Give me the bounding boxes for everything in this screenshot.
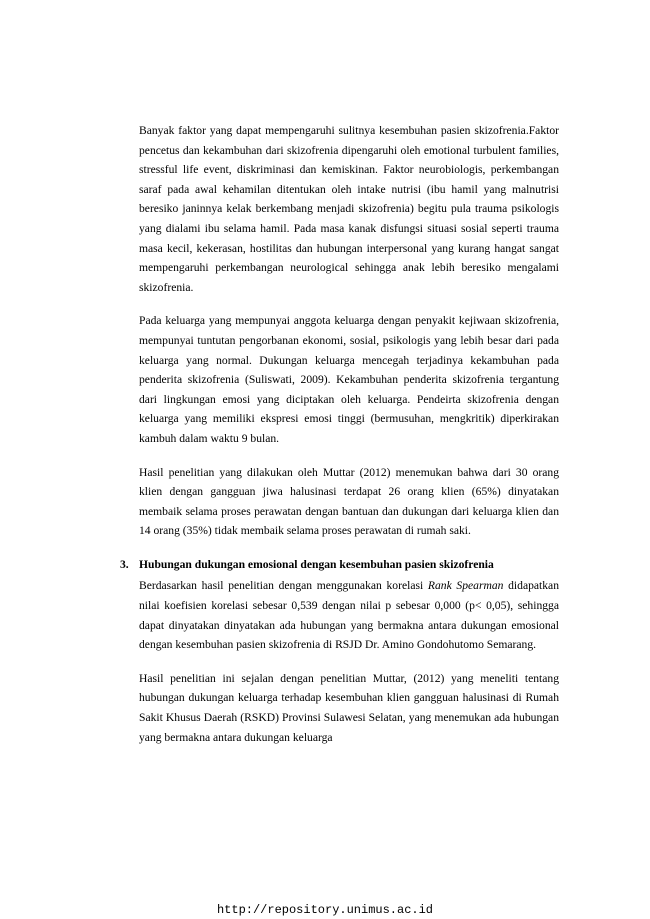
section-number: 3. bbox=[120, 557, 129, 571]
section-title: Hubungan dukungan emosional dengan kesembuhan pasien skizofrenia bbox=[139, 557, 494, 571]
italic-term: Rank Spearman bbox=[427, 579, 504, 593]
paragraph-consistent-research: Hasil penelitian ini sejalan dengan penelitian Muttar, (2012) yang meneliti tentang hubungan dukungan keluarga terhadap kesembuhan klien gangguan halusinasi di Rumah Sakit Khusus Daerah (RSKD) Provinsi Sulawesi Selatan, yang menemukan ada hubungan yang bermakna antara dukungan keluarga bbox=[139, 671, 559, 744]
paragraph-family-burden: Pada keluarga yang mempunyai anggota keluarga dengan penyakit kejiwaan skizofrenia, mempunyai tuntutan pengorbanan ekonomi, sosial, psikologis yang lebih besar dari pada keluarga yang normal. Dukungan keluarga mencegah terjadinya kekambuhan pada penderita skizofrenia (Suliswati, 2009). Kekambuhan penderita skizofrenia tergantung dari lingkungan emosi yang diciptakan oleh keluarga. Pendeirta skizofrenia dengan keluarga yang memiliki ekspresi emosi tinggi (bermusuhan, mengkritik) diperkirakan kambuh dalam waktu 9 bulan. bbox=[139, 314, 559, 445]
footer-url[interactable]: http://repository.unimus.ac.id bbox=[216, 903, 434, 917]
paragraph-risk-factors: Banyak faktor yang dapat mempengaruhi sulitnya kesembuhan pasien skizofrenia.Faktor pencetus dan kekambuhan dari skizofrenia dipengaruhi oleh emotional turbulent families, stressful life event, diskriminasi dan kemiskinan. Faktor neurobiologis, perkembangan saraf pada awal kehamilan ditentukan oleh intake nutrisi (ibu hamil yang malnutrisi beresiko janinnya kelak berkembang menjadi skizofrenia) begitu pula trauma psikologis yang dialami ibu selama hamil. Pada masa kanak disfungsi situasi sosial seperti trauma masa kecil, kekerasan, hostilitas dan hubungan interpersonal yang kurang hangat sangat mempengaruhi perkembangan neurological sehingga anak lebih beresiko mengalami skizofrenia. bbox=[139, 124, 559, 294]
paragraph-muttar-findings: Hasil penelitian yang dilakukan oleh Muttar (2012) menemukan bahwa dari 30 orang klien dengan gangguan jiwa halusinasi terdapat 26 orang klien (65%) dinyatakan membaik selama proses perawatan dengan bantuan dan dukungan dari keluarga klien dan 14 orang (35%) tidak membaik selama proses perawatan di rumah saki. bbox=[139, 465, 559, 538]
section-heading bbox=[120, 555, 559, 575]
body-text bbox=[120, 121, 559, 761]
text-run: Berdasarkan hasil penelitian dengan menggunakan korelasi bbox=[139, 579, 428, 593]
text-run: didapatkan nilai koefisien korelasi sebesar 0,539 dengan nilai p sebesar 0,000 (p< 0,05), sehingga dapat dinyatakan dinyatakan ada hubungan yang bermakna antara dukungan emosional dengan kesembuhan pasien skizofrenia di RSJD Dr. Amino Gondohutomo Semarang. bbox=[139, 579, 559, 652]
paragraph-spearman-result bbox=[139, 576, 559, 654]
